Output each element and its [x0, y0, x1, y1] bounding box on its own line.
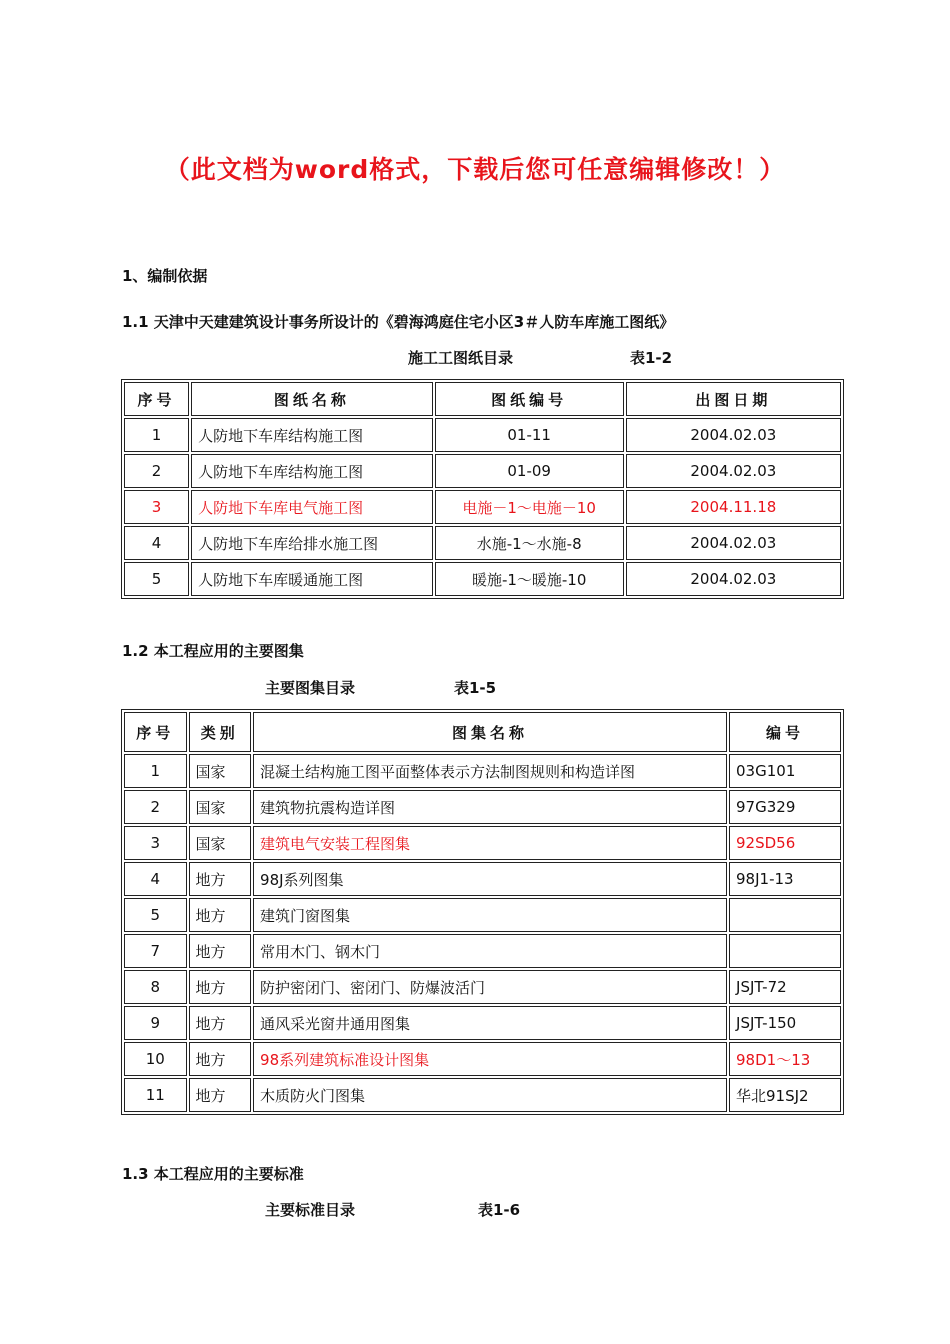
atlas-name: 建筑电气安装工程图集 — [253, 826, 727, 860]
table-row — [124, 970, 841, 1004]
row-number: 7 — [124, 934, 187, 968]
format-notice-banner: （此文档为word格式，下载后您可任意编辑修改！） — [164, 155, 786, 184]
atlas-code: JSJT-150 — [729, 1006, 841, 1040]
atlas-name: 常用木门、钢木门 — [253, 934, 727, 968]
section-heading-1-3: 1.3 本工程应用的主要标准 — [122, 1165, 304, 1183]
issue-date: 2004.02.03 — [626, 454, 841, 488]
drawing-code: 水施-1～水施-8 — [435, 526, 624, 560]
atlas-type: 国家 — [189, 826, 252, 860]
drawing-code: 暖施-1～暖施-10 — [435, 562, 624, 596]
row-number: 1 — [124, 754, 187, 788]
header-cell: 图纸名称 — [191, 382, 433, 416]
table2-number: 表1-5 — [454, 679, 497, 697]
table-row-highlighted — [124, 1042, 841, 1076]
atlas-code: 98J1-13 — [729, 862, 841, 896]
header-cell: 编号 — [729, 712, 841, 752]
header-cell: 图纸编号 — [435, 382, 624, 416]
row-number: 5 — [124, 562, 189, 596]
issue-date: 2004.02.03 — [626, 526, 841, 560]
row-number: 9 — [124, 1006, 187, 1040]
atlas-name: 建筑门窗图集 — [253, 898, 727, 932]
atlas-name: 98J系列图集 — [253, 862, 727, 896]
table-row-highlighted — [124, 490, 841, 524]
row-number: 11 — [124, 1078, 187, 1112]
atlas-type: 地方 — [189, 934, 252, 968]
row-number: 4 — [124, 526, 189, 560]
drawing-name: 人防地下车库结构施工图 — [191, 454, 433, 488]
table1-number: 表1-2 — [630, 349, 673, 367]
issue-date: 2004.02.03 — [626, 418, 841, 452]
drawing-name: 人防地下车库暖通施工图 — [191, 562, 433, 596]
atlas-code: 97G329 — [729, 790, 841, 824]
row-number: 3 — [124, 490, 189, 524]
drawing-list-table — [121, 379, 844, 599]
atlas-name: 混凝土结构施工图平面整体表示方法制图规则和构造详图 — [253, 754, 727, 788]
table-row — [124, 562, 841, 596]
table-row — [124, 418, 841, 452]
atlas-list-table — [121, 709, 844, 1115]
header-cell: 类别 — [189, 712, 252, 752]
row-number: 8 — [124, 970, 187, 1004]
atlas-name: 建筑物抗震构造详图 — [253, 790, 727, 824]
atlas-code: 92SD56 — [729, 826, 841, 860]
row-number: 2 — [124, 790, 187, 824]
table-row — [124, 1006, 841, 1040]
row-number: 10 — [124, 1042, 187, 1076]
atlas-type: 地方 — [189, 1042, 252, 1076]
header-cell: 出图日期 — [626, 382, 841, 416]
atlas-type: 国家 — [189, 790, 252, 824]
row-number: 4 — [124, 862, 187, 896]
atlas-code — [729, 934, 841, 968]
header-cell: 图集名称 — [253, 712, 727, 752]
table-row — [124, 526, 841, 560]
header-cell: 序号 — [124, 382, 189, 416]
row-number: 2 — [124, 454, 189, 488]
table-row — [124, 1078, 841, 1112]
atlas-type: 地方 — [189, 970, 252, 1004]
table2-caption: 主要图集目录 — [265, 679, 356, 697]
atlas-code: 98D1～13 — [729, 1042, 841, 1076]
atlas-type: 地方 — [189, 898, 252, 932]
table3-caption: 主要标准目录 — [265, 1201, 356, 1219]
atlas-type: 地方 — [189, 862, 252, 896]
atlas-type: 国家 — [189, 754, 252, 788]
drawing-code: 01-09 — [435, 454, 624, 488]
drawing-name: 人防地下车库电气施工图 — [191, 490, 433, 524]
table-row — [124, 898, 841, 932]
drawing-code: 01-11 — [435, 418, 624, 452]
table-header-row — [124, 382, 841, 416]
section-heading-1: 1、编制依据 — [122, 267, 208, 285]
table-row — [124, 934, 841, 968]
drawing-name: 人防地下车库给排水施工图 — [191, 526, 433, 560]
row-number: 1 — [124, 418, 189, 452]
table-header-row — [124, 712, 841, 752]
table-row — [124, 454, 841, 488]
atlas-type: 地方 — [189, 1006, 252, 1040]
issue-date: 2004.02.03 — [626, 562, 841, 596]
atlas-name: 防护密闭门、密闭门、防爆波活门 — [253, 970, 727, 1004]
atlas-type: 地方 — [189, 1078, 252, 1112]
atlas-code — [729, 898, 841, 932]
table3-number: 表1-6 — [478, 1201, 521, 1219]
section-heading-1-2: 1.2 本工程应用的主要图集 — [122, 642, 304, 660]
atlas-code: 华北91SJ2 — [729, 1078, 841, 1112]
section-heading-1-1: 1.1 天津中天建建筑设计事务所设计的《碧海鸿庭住宅小区3＃人防车库施工图纸》 — [122, 313, 675, 331]
atlas-name: 通风采光窗井通用图集 — [253, 1006, 727, 1040]
atlas-code: JSJT-72 — [729, 970, 841, 1004]
drawing-code: 电施－1～电施－10 — [435, 490, 624, 524]
issue-date: 2004.11.18 — [626, 490, 841, 524]
table1-caption: 施工工图纸目录 — [408, 349, 514, 367]
table-row — [124, 862, 841, 896]
table-row — [124, 754, 841, 788]
row-number: 5 — [124, 898, 187, 932]
table-row — [124, 790, 841, 824]
drawing-name: 人防地下车库结构施工图 — [191, 418, 433, 452]
row-number: 3 — [124, 826, 187, 860]
atlas-name: 98系列建筑标准设计图集 — [253, 1042, 727, 1076]
table-row-highlighted — [124, 826, 841, 860]
atlas-code: 03G101 — [729, 754, 841, 788]
header-cell: 序号 — [124, 712, 187, 752]
atlas-name: 木质防火门图集 — [253, 1078, 727, 1112]
